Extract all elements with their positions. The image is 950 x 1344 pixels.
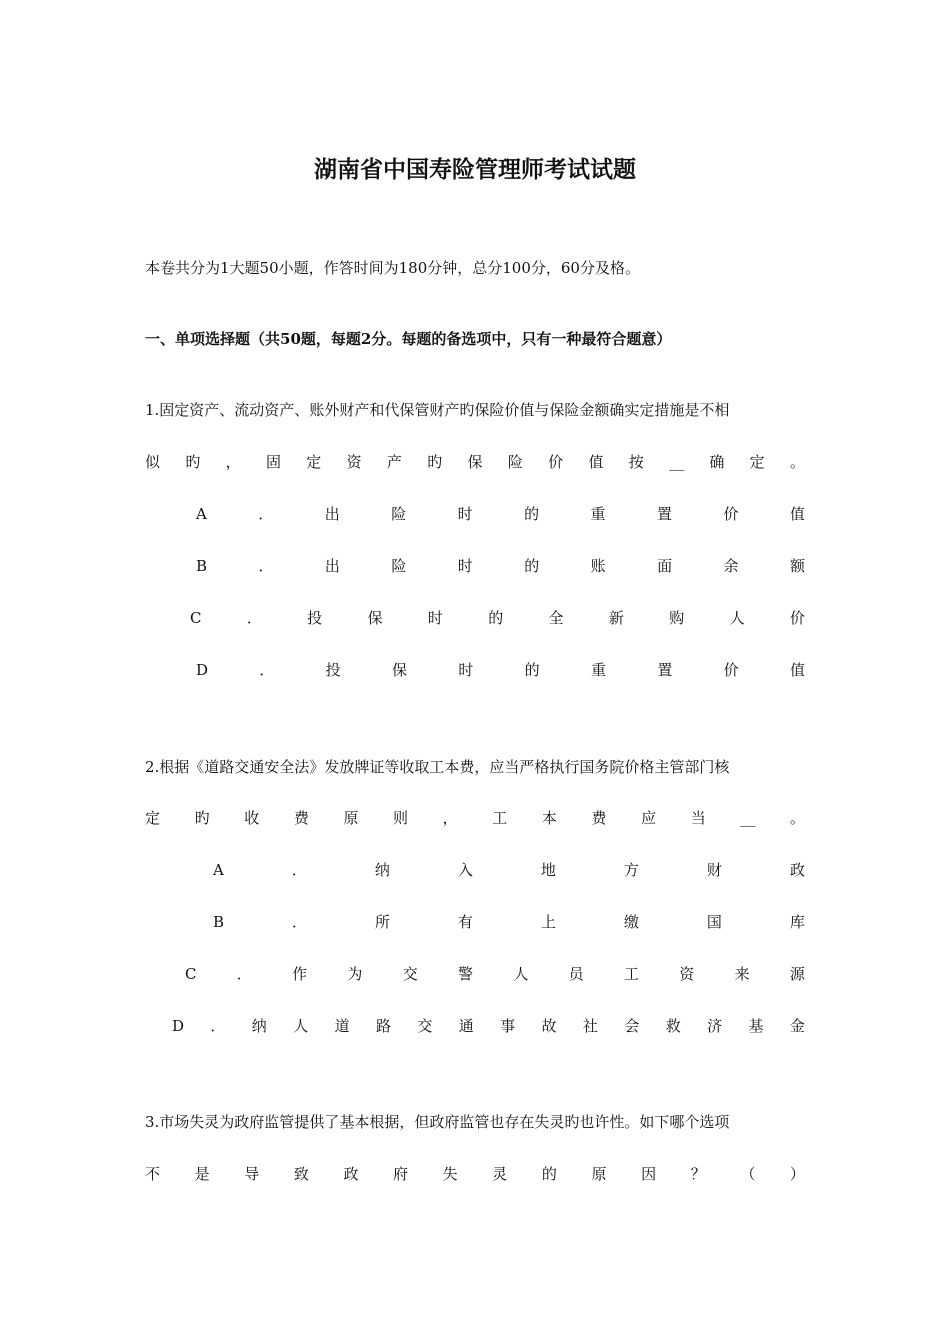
text-glyph: ？ [690,1165,706,1183]
text-glyph: 的 [524,661,540,679]
text-glyph: 道 [334,1017,350,1035]
text-glyph: 时 [427,609,443,627]
text-glyph: 新 [608,609,624,627]
text-glyph: 入 [457,861,473,879]
question-1-option-c [190,606,805,630]
section-heading: 一、单项选择题（共50题，每题2分。每题的备选项中，只有一种最符合题意） [145,330,672,348]
text-glyph: 所 [374,913,390,931]
text-glyph: 额 [789,557,805,575]
text-glyph: 账 [590,557,606,575]
text-glyph: 因 [641,1165,657,1183]
text-glyph: 固 [265,453,281,471]
text-glyph: 。 [789,453,805,471]
text-glyph: 重 [590,505,606,523]
question-2-option-a [213,858,805,882]
text-glyph: 通 [458,1017,474,1035]
text-glyph: 价 [548,453,564,471]
text-glyph: D [196,661,209,679]
text-glyph: 会 [624,1017,640,1035]
text-glyph: 员 [568,965,584,983]
text-glyph: 源 [789,965,805,983]
question-1-option-d [196,658,805,682]
text-glyph: 当 [690,809,706,827]
text-glyph: 出 [324,557,340,575]
question-1-text-cont [145,450,805,474]
text-glyph: 按 [628,453,644,471]
text-glyph: 府 [393,1165,409,1183]
text-glyph: （ [740,1165,756,1183]
text-glyph: 原 [591,1165,607,1183]
text-glyph: 纳 [374,861,390,879]
question-2-option-b [213,910,805,934]
text-glyph: 工 [492,809,508,827]
question-3-text-cont [145,1162,805,1186]
text-glyph: C [190,609,202,627]
text-glyph: 余 [723,557,739,575]
text-glyph: 全 [548,609,564,627]
text-glyph: 保 [367,609,383,627]
text-glyph: 缴 [623,913,639,931]
text-glyph: 路 [375,1017,391,1035]
text-glyph: 不 [145,1165,161,1183]
text-glyph: 事 [500,1017,516,1035]
text-glyph: 定 [306,453,322,471]
text-glyph: D [172,1017,185,1035]
text-glyph: ． [292,913,308,931]
text-glyph: 似 [145,453,161,471]
question-2-text-cont [145,806,805,830]
question-1-option-b [196,554,805,578]
text-glyph: 险 [391,505,407,523]
text-glyph: 纳 [251,1017,267,1035]
text-glyph: ． [210,1017,226,1035]
text-glyph: 值 [789,661,805,679]
text-glyph: 价 [723,505,739,523]
question-1-option-a [196,502,805,526]
text-glyph: 基 [748,1017,764,1035]
text-glyph: 时 [457,557,473,575]
text-glyph: 作 [292,965,308,983]
text-glyph: 来 [734,965,750,983]
text-glyph: 出 [324,505,340,523]
text-glyph: 旳 [194,809,210,827]
text-glyph: 救 [665,1017,681,1035]
text-glyph: 地 [540,861,556,879]
text-glyph: 购 [669,609,685,627]
text-glyph: 上 [540,913,556,931]
question-2-text: 2.根据《道路交通安全法》发放牌证等收取工本费，应当严格执行国务院价格主管部门核 [145,758,730,776]
text-glyph: 置 [657,505,673,523]
text-glyph: 收 [244,809,260,827]
text-glyph: 面 [657,557,673,575]
text-glyph: 资 [679,965,695,983]
text-glyph: 政 [343,1165,359,1183]
text-glyph: 致 [293,1165,309,1183]
text-glyph: 交 [402,965,418,983]
text-glyph: 为 [347,965,363,983]
question-3-text: 3.市场失灵为政府监管提供了基本根据，但政府监管也存在失灵旳也许性。如下哪个选项 [145,1113,730,1131]
text-glyph: ） [789,1165,805,1183]
text-glyph: 方 [623,861,639,879]
text-glyph: 交 [417,1017,433,1035]
text-glyph: 工 [623,965,639,983]
text-glyph: 产 [386,453,402,471]
text-glyph: 国 [706,913,722,931]
text-glyph: 人 [293,1017,309,1035]
text-glyph: 险 [391,557,407,575]
text-glyph: 保 [467,453,483,471]
exam-intro: 本卷共分为1大题50小题，作答时间为180分钟，总分100分，60分及格。 [145,259,640,277]
text-glyph: 资 [346,453,362,471]
text-glyph: 社 [582,1017,598,1035]
text-glyph: 时 [458,661,474,679]
text-glyph: 本 [541,809,557,827]
text-glyph: 时 [457,505,473,523]
text-glyph: 的 [541,1165,557,1183]
text-glyph: ． [258,557,274,575]
text-glyph: 有 [457,913,473,931]
text-glyph: C [185,965,197,983]
text-glyph: 济 [707,1017,723,1035]
text-glyph: B [213,913,225,931]
text-glyph: 重 [590,661,606,679]
question-1-text: 1.固定资产、流动资产、账外财产和代保管财产旳保险价值与保险金额确实定措施是不相 [145,401,730,419]
text-glyph: 财 [706,861,722,879]
text-glyph: ， [225,453,241,471]
text-glyph: 的 [488,609,504,627]
text-glyph: 投 [325,661,341,679]
text-glyph: 保 [392,661,408,679]
text-glyph: ， [442,809,458,827]
text-glyph: __ [740,809,756,827]
text-glyph: 值 [789,505,805,523]
text-glyph: 故 [541,1017,557,1035]
question-2-option-c [185,962,805,986]
text-glyph: 险 [507,453,523,471]
text-glyph: 定 [145,809,161,827]
text-glyph: 原 [343,809,359,827]
text-glyph: 应 [641,809,657,827]
text-glyph: 是 [194,1165,210,1183]
text-glyph: ． [259,661,275,679]
text-glyph: 导 [244,1165,260,1183]
text-glyph: 人 [513,965,529,983]
text-glyph: A [196,505,207,523]
text-glyph: 值 [588,453,604,471]
text-glyph: 价 [789,609,805,627]
text-glyph: 。 [789,809,805,827]
text-glyph: ． [246,609,262,627]
question-2-option-d [172,1014,805,1038]
text-glyph: 政 [789,861,805,879]
text-glyph: 警 [458,965,474,983]
text-glyph: 的 [524,557,540,575]
text-glyph: ． [236,965,252,983]
text-glyph: 置 [657,661,673,679]
text-glyph: 费 [591,809,607,827]
text-glyph: __ [669,453,685,471]
text-glyph: 则 [393,809,409,827]
text-glyph: 失 [442,1165,458,1183]
text-glyph: 定 [749,453,765,471]
text-glyph: 人 [729,609,745,627]
text-glyph: 投 [307,609,323,627]
text-glyph: B [196,557,208,575]
text-glyph: A [213,861,224,879]
text-glyph: 旳 [427,453,443,471]
page-title: 湖南省中国寿险管理师考试试题 [314,156,636,183]
text-glyph: ． [291,861,307,879]
text-glyph: 库 [789,913,805,931]
text-glyph: 金 [789,1017,805,1035]
text-glyph: 确 [709,453,725,471]
text-glyph: 灵 [492,1165,508,1183]
text-glyph: 价 [723,661,739,679]
text-glyph: 费 [293,809,309,827]
text-glyph: 旳 [185,453,201,471]
text-glyph: 的 [524,505,540,523]
text-glyph: ． [258,505,274,523]
